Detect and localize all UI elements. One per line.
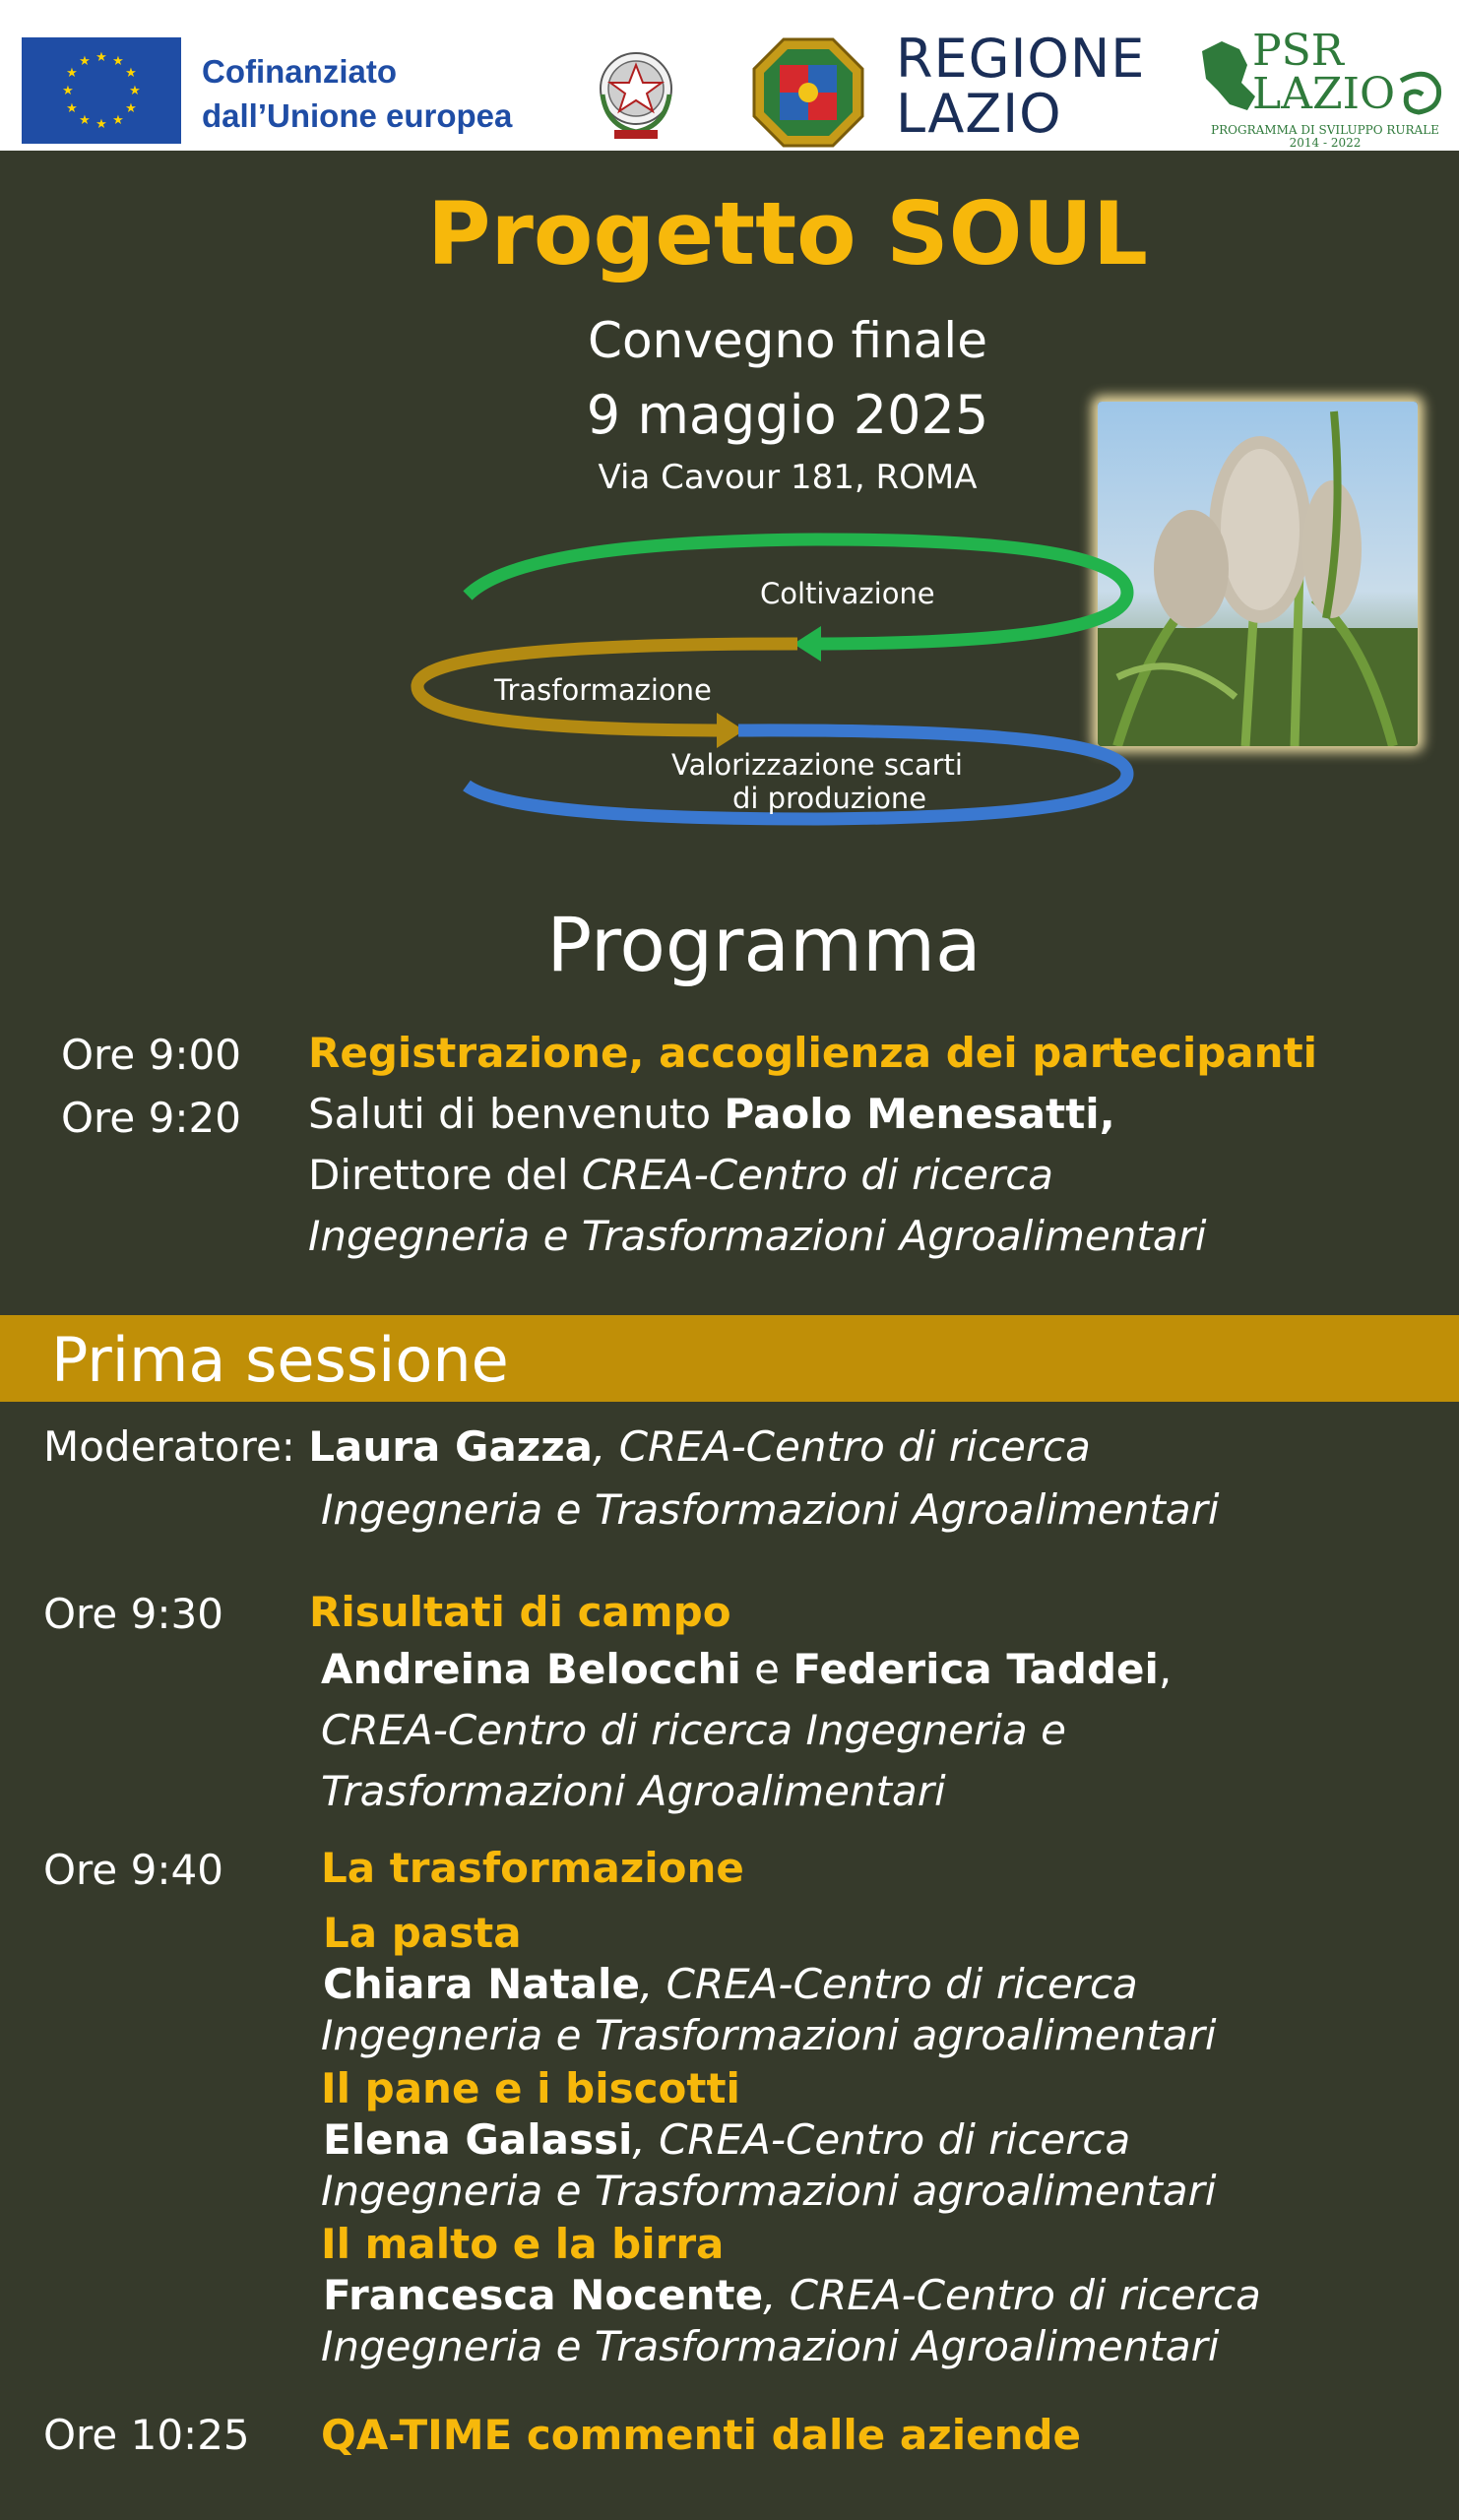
psr-subtitle — [1196, 124, 1454, 150]
svg-text:★: ★ — [79, 54, 91, 69]
pasta-speaker-line — [323, 1959, 1138, 2010]
speaker-galassi: Elena Galassi — [323, 2115, 633, 2164]
time-1025: Ore 10:25 — [43, 2411, 250, 2459]
subtopic-malt-beer: Il malto e la birra — [321, 2220, 725, 2268]
welcome-role-italic: CREA-Centro di ricerca — [581, 1151, 1054, 1199]
welcome-lead: Saluti di benvenuto — [308, 1090, 725, 1138]
psr-subtitle-line1: PROGRAMMA DI SVILUPPO RURALE — [1211, 123, 1439, 137]
bread-speaker-line — [323, 2114, 1130, 2166]
speaker-nocente: Francesca Nocente — [323, 2271, 764, 2319]
program-heading: Programma — [546, 901, 982, 988]
agenda-welcome-role — [308, 1150, 1053, 1201]
svg-text:★: ★ — [112, 54, 124, 69]
regione-line2: LAZIO — [896, 83, 1062, 145]
session-banner — [0, 1315, 1459, 1402]
svg-text:★: ★ — [125, 101, 137, 116]
psr-title-line2: LAZIO — [1252, 69, 1396, 119]
time-0920: Ore 9:20 — [61, 1094, 241, 1142]
speaker-comma: , — [1158, 1645, 1173, 1693]
agenda-welcome-role-line2: Ingegneria e Trasformazioni Agroalimentari — [308, 1212, 1207, 1260]
time-0940: Ore 9:40 — [43, 1846, 223, 1894]
svg-text:★: ★ — [66, 66, 78, 81]
svg-text:★: ★ — [125, 66, 137, 81]
field-results-speakers — [321, 1644, 1172, 1695]
cycle-step-cultivation: Coltivazione — [760, 577, 935, 610]
agenda-title-processing: La trasformazione — [321, 1844, 744, 1892]
agenda-title-field-results: Risultati di campo — [309, 1588, 731, 1636]
regione-line1: REGIONE — [896, 28, 1146, 90]
svg-text:★: ★ — [66, 101, 78, 116]
welcome-speaker: Paolo Menesatti, — [724, 1090, 1115, 1138]
moderator-line — [43, 1421, 1091, 1473]
eu-cofunding-text — [202, 49, 512, 138]
speaker-conj: e — [740, 1645, 793, 1693]
event-place: Via Cavour 181, ROMA — [598, 458, 978, 497]
field-results-aff-2: Trasformazioni Agroalimentari — [321, 1767, 946, 1815]
psr-subtitle-line2: 2014 - 2022 — [1289, 136, 1362, 150]
bread-aff-2: Ingegneria e Trasformazioni agroalimentari — [321, 2167, 1217, 2215]
agenda-welcome-line — [308, 1089, 1115, 1140]
welcome-role-prefix: Direttore del — [308, 1151, 582, 1199]
event-title: Progetto SOUL — [427, 183, 1148, 284]
svg-text:★: ★ — [95, 117, 107, 132]
lazio-emblem-icon — [750, 35, 866, 150]
moderator-aff-1: , CREA-Centro di ricerca — [593, 1422, 1091, 1471]
moderator-aff-2: Ingegneria e Trasformazioni Agroalimentari — [321, 1485, 1220, 1534]
time-0930: Ore 9:30 — [43, 1590, 223, 1638]
svg-text:★: ★ — [79, 113, 91, 128]
subtopic-pasta: La pasta — [323, 1909, 522, 1957]
cycle-step-valorization-line1: Valorizzazione scarti — [671, 748, 963, 782]
malt-speaker-line — [323, 2270, 1261, 2321]
cycle-step-valorization-line2: di produzione — [732, 782, 927, 815]
svg-text:★: ★ — [62, 84, 74, 98]
bread-aff-1: , CREA-Centro di ricerca — [632, 2115, 1131, 2164]
time-0900: Ore 9:00 — [61, 1031, 241, 1079]
svg-text:★: ★ — [129, 84, 141, 98]
session-label: Prima sessione — [51, 1324, 509, 1396]
italian-republic-emblem-icon — [593, 35, 679, 150]
speaker-natale: Chiara Natale — [323, 1960, 640, 2008]
pasta-aff-1: , CREA-Centro di ricerca — [639, 1960, 1138, 2008]
svg-text:★: ★ — [112, 113, 124, 128]
moderator-name: Laura Gazza — [308, 1422, 594, 1471]
svg-text:★: ★ — [95, 50, 107, 65]
malt-aff-2: Ingegneria e Trasformazioni Agroalimentari — [321, 2322, 1220, 2370]
agenda-title-registration: Registrazione, accoglienza dei partecipanti — [308, 1029, 1318, 1077]
eu-flag-icon — [22, 37, 181, 144]
speaker-belocchi: Andreina Belocchi — [321, 1645, 741, 1693]
eu-text-line1: Cofinanziato — [202, 53, 397, 90]
eu-text-line2: dall’Unione europea — [202, 97, 513, 134]
logo-strip — [0, 0, 1459, 151]
malt-aff-1: , CREA-Centro di ricerca — [763, 2271, 1261, 2319]
agenda-title-qa-time: QA-TIME commenti dalle aziende — [321, 2411, 1082, 2459]
cycle-step-processing: Trasformazione — [494, 673, 712, 707]
pasta-aff-2: Ingegneria e Trasformazioni agroalimentari — [321, 2011, 1217, 2059]
regione-lazio-logo-text — [896, 28, 1146, 145]
event-date: 9 maggio 2025 — [586, 384, 989, 446]
moderator-label: Moderatore: — [43, 1422, 309, 1471]
speaker-taddei: Federica Taddei — [793, 1645, 1159, 1693]
psr-title-line1: PSR — [1252, 26, 1344, 76]
event-type: Convegno finale — [588, 312, 987, 369]
psr-lazio-logo-text — [1252, 26, 1396, 119]
subtopic-bread-biscuits: Il pane e i biscotti — [321, 2064, 740, 2112]
field-results-aff-1: CREA-Centro di ricerca Ingegneria e — [321, 1706, 1066, 1754]
production-cycle-diagram — [404, 522, 1152, 856]
